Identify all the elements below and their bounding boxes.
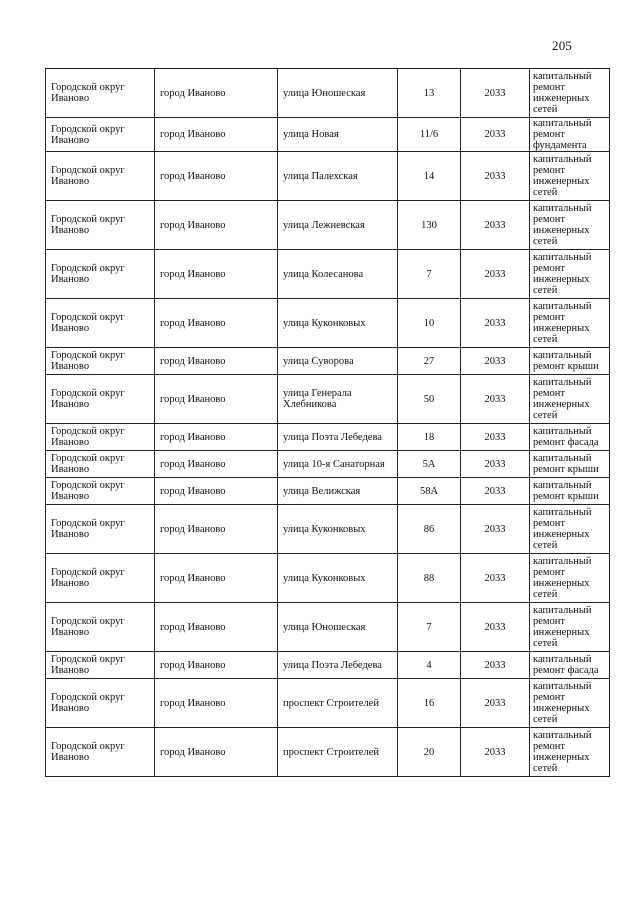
city-cell: город Иваново (155, 505, 278, 554)
house-number-cell: 16 (398, 679, 461, 728)
year-cell: 2033 (461, 152, 530, 201)
table-row (46, 201, 610, 250)
district-cell: Городской округ Иваново (46, 451, 155, 478)
table-row (46, 505, 610, 554)
district-cell: Городской округ Иваново (46, 652, 155, 679)
house-number-cell: 50 (398, 375, 461, 424)
table-row (46, 152, 610, 201)
street-cell: улица Куконковых (278, 299, 398, 348)
district-cell: Городской округ Иваново (46, 505, 155, 554)
year-cell: 2033 (461, 728, 530, 777)
street-cell: улица 10-я Санаторная (278, 451, 398, 478)
house-number-cell: 7 (398, 250, 461, 299)
year-cell: 2033 (461, 478, 530, 505)
table-row (46, 250, 610, 299)
street-cell: улица Лежневская (278, 201, 398, 250)
city-cell: город Иваново (155, 152, 278, 201)
year-cell: 2033 (461, 554, 530, 603)
work-type-cell: капитальный ремонт инженерных сетей (530, 250, 610, 299)
work-type-cell: капитальный ремонт инженерных сетей (530, 728, 610, 777)
house-number-cell: 7 (398, 603, 461, 652)
work-type-cell: капитальный ремонт фундамента (530, 118, 610, 152)
street-cell: улица Куконковых (278, 505, 398, 554)
table-row (46, 679, 610, 728)
table-row (46, 478, 610, 505)
city-cell: город Иваново (155, 69, 278, 118)
work-type-cell: капитальный ремонт крыши (530, 348, 610, 375)
house-number-cell: 14 (398, 152, 461, 201)
city-cell: город Иваново (155, 679, 278, 728)
table-row (46, 554, 610, 603)
district-cell: Городской округ Иваново (46, 69, 155, 118)
table-row (46, 375, 610, 424)
work-type-cell: капитальный ремонт инженерных сетей (530, 375, 610, 424)
street-cell: улица Велижская (278, 478, 398, 505)
city-cell: город Иваново (155, 603, 278, 652)
table-row (46, 652, 610, 679)
street-cell: улица Суворова (278, 348, 398, 375)
house-number-cell: 86 (398, 505, 461, 554)
table-row (46, 603, 610, 652)
work-type-cell: капитальный ремонт инженерных сетей (530, 505, 610, 554)
city-cell: город Иваново (155, 348, 278, 375)
street-cell: улица Юношеская (278, 603, 398, 652)
year-cell: 2033 (461, 118, 530, 152)
city-cell: город Иваново (155, 201, 278, 250)
district-cell: Городской округ Иваново (46, 152, 155, 201)
city-cell: город Иваново (155, 118, 278, 152)
year-cell: 2033 (461, 375, 530, 424)
year-cell: 2033 (461, 652, 530, 679)
year-cell: 2033 (461, 603, 530, 652)
street-cell: улица Генерала Хлебникова (278, 375, 398, 424)
district-cell: Городской округ Иваново (46, 201, 155, 250)
work-type-cell: капитальный ремонт фасада (530, 424, 610, 451)
year-cell: 2033 (461, 451, 530, 478)
district-cell: Городской округ Иваново (46, 554, 155, 603)
city-cell: город Иваново (155, 250, 278, 299)
street-cell: проспект Строителей (278, 679, 398, 728)
street-cell: улица Поэта Лебедева (278, 424, 398, 451)
work-type-cell: капитальный ремонт инженерных сетей (530, 679, 610, 728)
work-type-cell: капитальный ремонт инженерных сетей (530, 603, 610, 652)
district-cell: Городской округ Иваново (46, 299, 155, 348)
district-cell: Городской округ Иваново (46, 424, 155, 451)
year-cell: 2033 (461, 505, 530, 554)
year-cell: 2033 (461, 679, 530, 728)
house-number-cell: 130 (398, 201, 461, 250)
house-number-cell: 27 (398, 348, 461, 375)
house-number-cell: 4 (398, 652, 461, 679)
table-row (46, 424, 610, 451)
year-cell: 2033 (461, 201, 530, 250)
work-type-cell: капитальный ремонт крыши (530, 451, 610, 478)
city-cell: город Иваново (155, 478, 278, 505)
year-cell: 2033 (461, 299, 530, 348)
street-cell: улица Куконковых (278, 554, 398, 603)
repair-schedule-table (45, 68, 610, 777)
street-cell: улица Палехская (278, 152, 398, 201)
year-cell: 2033 (461, 348, 530, 375)
work-type-cell: капитальный ремонт инженерных сетей (530, 554, 610, 603)
table-row (46, 69, 610, 118)
city-cell: город Иваново (155, 554, 278, 603)
street-cell: улица Колесанова (278, 250, 398, 299)
district-cell: Городской округ Иваново (46, 728, 155, 777)
city-cell: город Иваново (155, 299, 278, 348)
district-cell: Городской округ Иваново (46, 375, 155, 424)
table-row (46, 451, 610, 478)
table-row (46, 728, 610, 777)
work-type-cell: капитальный ремонт инженерных сетей (530, 201, 610, 250)
city-cell: город Иваново (155, 652, 278, 679)
house-number-cell: 88 (398, 554, 461, 603)
work-type-cell: капитальный ремонт фасада (530, 652, 610, 679)
street-cell: улица Новая (278, 118, 398, 152)
house-number-cell: 5А (398, 451, 461, 478)
street-cell: проспект Строителей (278, 728, 398, 777)
page-number: 205 (552, 38, 573, 53)
district-cell: Городской округ Иваново (46, 250, 155, 299)
work-type-cell: капитальный ремонт крыши (530, 478, 610, 505)
house-number-cell: 10 (398, 299, 461, 348)
house-number-cell: 13 (398, 69, 461, 118)
district-cell: Городской округ Иваново (46, 603, 155, 652)
district-cell: Городской округ Иваново (46, 348, 155, 375)
city-cell: город Иваново (155, 451, 278, 478)
table-body (46, 69, 610, 777)
table-row (46, 299, 610, 348)
year-cell: 2033 (461, 69, 530, 118)
work-type-cell: капитальный ремонт инженерных сетей (530, 69, 610, 118)
city-cell: город Иваново (155, 375, 278, 424)
city-cell: город Иваново (155, 424, 278, 451)
street-cell: улица Поэта Лебедева (278, 652, 398, 679)
house-number-cell: 11/6 (398, 118, 461, 152)
table-row (46, 118, 610, 152)
house-number-cell: 18 (398, 424, 461, 451)
house-number-cell: 20 (398, 728, 461, 777)
table-row (46, 348, 610, 375)
year-cell: 2033 (461, 424, 530, 451)
year-cell: 2033 (461, 250, 530, 299)
street-cell: улица Юношеская (278, 69, 398, 118)
house-number-cell: 58А (398, 478, 461, 505)
district-cell: Городской округ Иваново (46, 118, 155, 152)
district-cell: Городской округ Иваново (46, 679, 155, 728)
work-type-cell: капитальный ремонт инженерных сетей (530, 152, 610, 201)
district-cell: Городской округ Иваново (46, 478, 155, 505)
city-cell: город Иваново (155, 728, 278, 777)
work-type-cell: капитальный ремонт инженерных сетей (530, 299, 610, 348)
